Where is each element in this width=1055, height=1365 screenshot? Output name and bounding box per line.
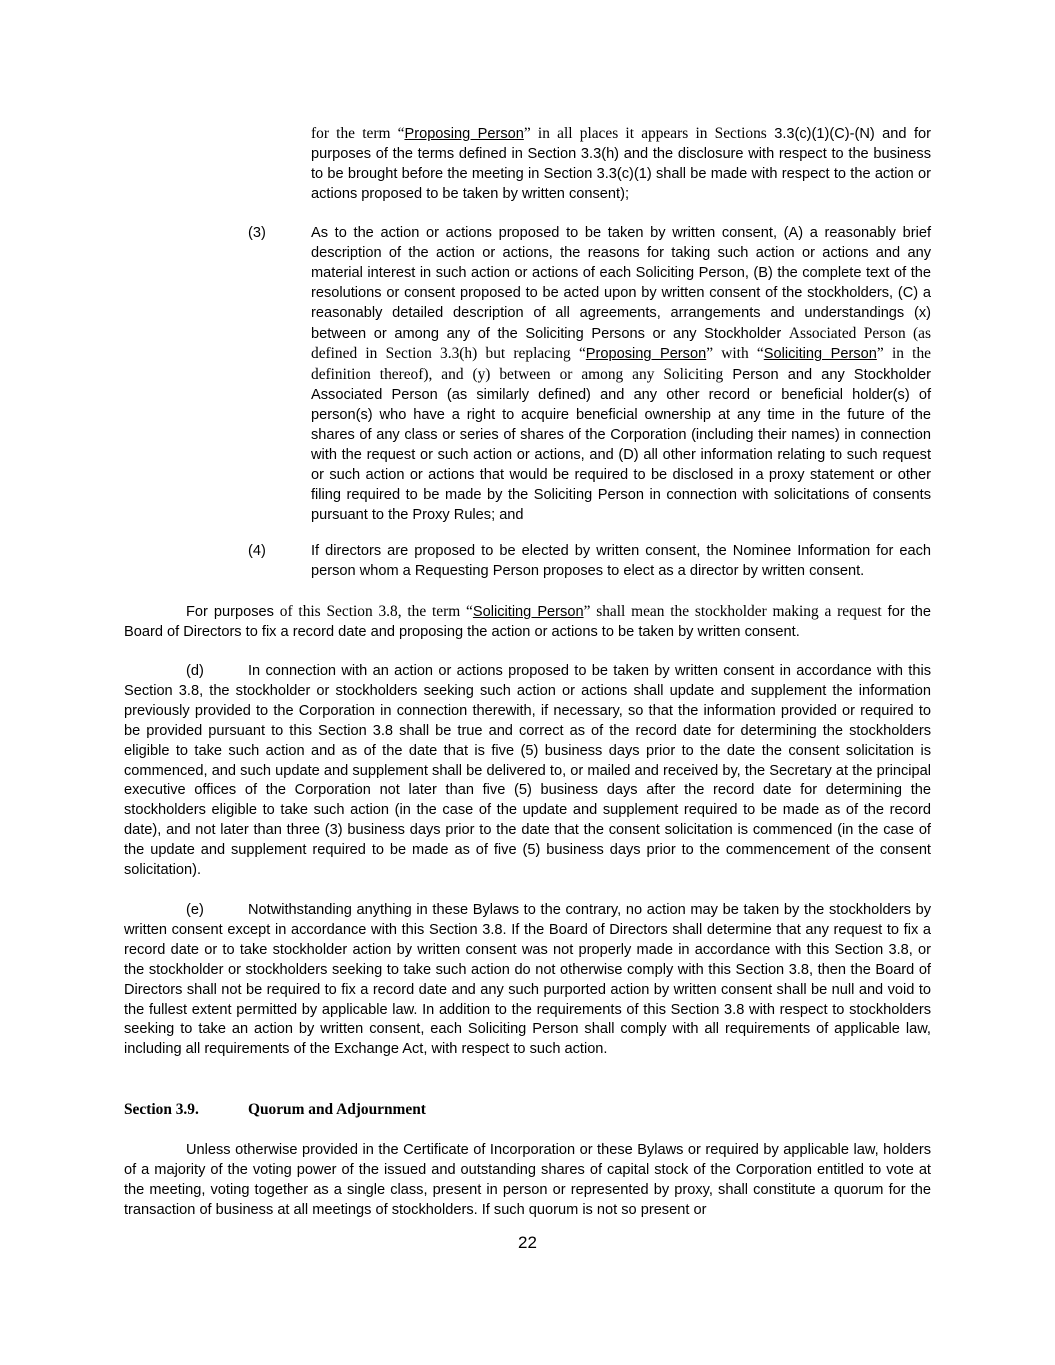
paragraph-d-text: In connection with an action or actions proposed to be taken by written consent in accordance with this Section 3.8, the stockholder or stockholders seeking such action or actions shall update and supplement the information previously provided to the Corporation in connection therewith, if necessary, so that the information provided or required to be provided pursuant to this Section 3.8 shall be true and correct as of the record date for determining the stockholders eligible to take such action and as of the date that is five (5) business days prior to the date the consent solicitation is commenced, and such update and supplement shall be delivered to, or mailed and received by, the Secretary at the principal executive offices of the Corporation not later than five (5) business days after the record date for determining the stockholders eligible to take such action (in the case of the update and supplement required to be made as of the record date), and not later than three (3) business days prior to the date that the consent solicitation is commenced (in the case of the update and supplement required to be made as of five (5) business days prior to the commencement of the consent solicitation).: [124, 663, 931, 879]
item-3-text-1: As to the action or actions proposed to be taken by written consent, (A) a reasonably brief description of the action or actions, the reasons for taking such action or actions and any material interest in such action or actions of each Soliciting Person, (B) the complete text of the resolutions or consent proposed to be acted upon by written consent of the stockholders, (C) a reasonably detailed description of all agreements, arrangements and understandings (x) between or among any of the Soliciting Persons or any Stockholder: [311, 225, 931, 342]
definition-text-4: for the Board of Directors to fix a record date and proposing the action or actions to be taken by written consent.: [124, 604, 932, 640]
continuation-paragraph: [311, 124, 931, 205]
definition-text-1: For purposes: [186, 604, 274, 620]
term-proposing-person-2: Proposing Person: [585, 346, 707, 363]
item-3-number: (3): [248, 225, 266, 241]
definition-text-2: of this Section 3.8, the term “: [273, 603, 473, 620]
item-4-paragraph: If directors are proposed to be elected by written consent, the Nominee Information for each person whom a Requesting Person proposes to elect as a director by written consent.: [311, 543, 931, 579]
paragraph-d-label: (d): [186, 663, 204, 679]
definition-paragraph: [124, 602, 931, 643]
paragraph-d: [124, 662, 931, 881]
item-3-paragraph: [311, 224, 931, 526]
continuation-text-3: 3.3(c)(1)(C)-(N) and for purposes of the terms defined in Section 3.3(h) and the disclosure with respect to the business to be brought before the meeting in Section 3.3(c)(1) shall be made with respect to the action or actions proposed to be taken by written consent);: [311, 126, 932, 202]
paragraph-e: [124, 901, 931, 1060]
paragraph-e-label: (e): [186, 902, 204, 918]
quorum-paragraph: [124, 1141, 931, 1221]
term-soliciting-person-2: Soliciting Person: [472, 604, 584, 620]
page-number: 22: [518, 1233, 537, 1252]
term-soliciting-person: Soliciting Person: [763, 346, 877, 363]
section-heading: [124, 1100, 426, 1120]
item-3-text-5: Person and any Stockholder Associated Person (as similarly defined) and any other record or beneficial holder(s) of person(s) who have a right to acquire beneficial ownership at any time in the future of the shares of any class or series of shares of the Corporation (including their names) in connection with the request or such action or actions, and (D) all other information relating to such request or such action or actions that would be required to be disclosed in a proxy statement or other filing required to be made by the Soliciting Person in connection with solicitations of consents pursuant to the Proxy Rules; and: [311, 367, 932, 523]
continuation-text-1: for the term “: [311, 125, 405, 142]
item-3-text-2: Associated Person (as defined in Section 3.3(h) but replacing “: [311, 324, 931, 363]
item-3-text-4: ” in the definition thereof), and (y) between or among any Soliciting: [311, 345, 931, 384]
continuation-text-2: ” in all places it appears in Sections: [523, 125, 767, 142]
item-3-text-3: ” with “: [706, 345, 764, 363]
section-heading-label: Section 3.9.: [124, 1101, 199, 1118]
item-4-number: (4): [248, 543, 266, 559]
definition-text-3: ” shall mean the stockholder making a request: [583, 603, 882, 620]
paragraph-e-text: Notwithstanding anything in these Bylaws to the contrary, no action may be taken by the stockholders by written consent except in accordance with this Section 3.8. If the Board of Directors shall determine that any request to fix a record date or to take stockholder action by written consent was not properly made in accordance with this Section 3.8, or the stockholder or stockholders seeking to take such action do not otherwise comply with this Section 3.8, then the Board of Directors shall not be required to fix a record date and any such purported action by written consent shall be null and void to the fullest extent permitted by applicable law. In addition to the requirements of this Section 3.8 with respect to stockholders seeking to take an action by written consent, each Soliciting Person shall comply with all requirements of applicable law, including all requirements of the Exchange Act, with respect to such action.: [124, 902, 931, 1058]
quorum-text: Unless otherwise provided in the Certificate of Incorporation or these Bylaws or required by applicable law, holders of a majority of the voting power of the issued and outstanding shares of capital stock of the Corporation entitled to vote at the meeting, voting together as a single class, present in person or represented by proxy, shall constitute a quorum for the transaction of business at all meetings of stockholders. If such quorum is not so present or: [124, 1142, 931, 1218]
term-proposing-person: Proposing Person: [404, 126, 524, 142]
section-heading-title: Quorum and Adjournment: [248, 1101, 426, 1118]
